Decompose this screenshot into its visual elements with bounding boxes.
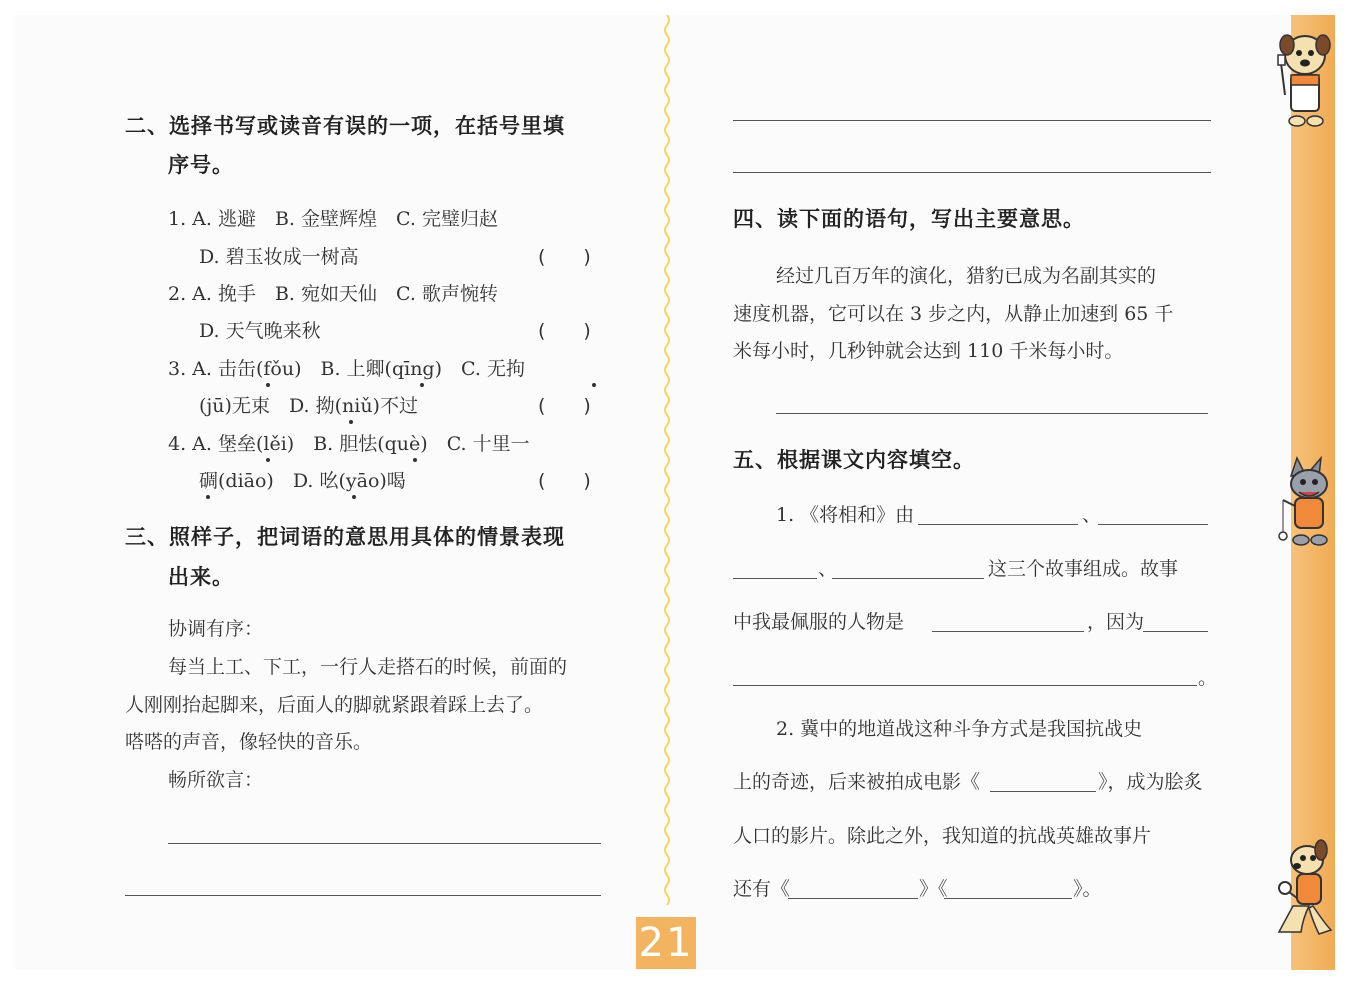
cartoon-dog-painter-icon xyxy=(1273,25,1331,129)
blank-line[interactable] xyxy=(932,631,1084,632)
q2-line1: 2. A. 挽手 B. 宛如天仙 C. 歌声惋转 xyxy=(168,283,498,305)
q5-1-because: ，因为 xyxy=(1087,611,1145,633)
blank-line[interactable] xyxy=(832,578,984,579)
emphasis-dot xyxy=(413,458,417,462)
q5-2-line2b: 》，成为脍炙 xyxy=(1098,771,1203,793)
wavy-divider xyxy=(662,15,672,905)
q5-2-line4a: 还有《 xyxy=(733,878,791,900)
emphasis-dot xyxy=(592,383,596,387)
cartoon-dog-magnifier-icon xyxy=(1273,836,1335,940)
q3-line2: (jū)无束 D. 拗(niǔ)不过 xyxy=(199,395,418,417)
section3-title-line2: 出来。 xyxy=(168,565,234,589)
section3-title-line1: 三、照样子，把词语的意思用具体的情景表现 xyxy=(125,525,565,549)
q5-2-line4c: 》。 xyxy=(1073,878,1102,900)
example-word: 协调有序： xyxy=(168,618,264,640)
q5-1-comma2: 、 xyxy=(818,558,838,580)
section2-title-line2: 序号。 xyxy=(168,153,234,177)
q5-1-person-label: 中我最佩服的人物是 xyxy=(733,611,905,633)
q5-1-comma: 、 xyxy=(1082,504,1102,526)
q2-answer-paren[interactable]: ( ) xyxy=(538,320,591,342)
blank-line[interactable] xyxy=(944,898,1072,899)
example-line3: 嗒嗒的声音，像轻快的音乐。 xyxy=(125,731,373,753)
answer-line[interactable] xyxy=(776,413,1208,414)
q5-1-prefix: 1. 《将相和》由 xyxy=(776,504,915,526)
section5-title: 五、根据课文内容填空。 xyxy=(733,448,975,472)
page-number: 21 xyxy=(636,917,696,969)
q5-2-line3: 人口的影片。除此之外，我知道的抗战英雄故事片 xyxy=(733,825,1152,847)
emphasis-dot xyxy=(266,458,270,462)
q1-line1: 1. A. 逃避 B. 金壁辉煌 C. 完璧归赵 xyxy=(168,208,498,230)
section4-line2: 速度机器，它可以在 3 步之内，从静止加速到 65 千 xyxy=(733,303,1174,325)
q5-1-period: 。 xyxy=(1198,667,1218,689)
section4-line1: 经过几百万年的演化，猎豹已成为名副其实的 xyxy=(776,265,1157,287)
q2-line2: D. 天气晚来秋 xyxy=(199,320,321,342)
blank-line[interactable] xyxy=(788,898,918,899)
task-word: 畅所欲言： xyxy=(168,769,264,791)
emphasis-dot xyxy=(349,420,353,424)
section4-line3: 米每小时，几秒钟就会达到 110 千米每小时。 xyxy=(733,340,1124,362)
q4-answer-paren[interactable]: ( ) xyxy=(538,470,591,492)
blank-line[interactable] xyxy=(733,578,817,579)
blank-line[interactable] xyxy=(1143,631,1208,632)
answer-line[interactable] xyxy=(733,172,1211,173)
answer-line[interactable] xyxy=(733,120,1211,121)
blank-line[interactable] xyxy=(990,791,1096,792)
blank-line[interactable] xyxy=(733,685,1197,686)
blank-line[interactable] xyxy=(918,524,1078,525)
q1-answer-paren[interactable]: ( ) xyxy=(538,246,591,268)
q5-2-line4b: 》《 xyxy=(919,878,948,900)
example-line2: 人刚刚抬起脚来，后面人的脚就紧跟着踩上去了。 xyxy=(125,694,544,716)
example-line1: 每当上工、下工，一行人走搭石的时候，前面的 xyxy=(168,656,568,678)
answer-line[interactable] xyxy=(125,895,601,896)
answer-line[interactable] xyxy=(168,843,601,844)
q5-2-line2a: 上的奇迹，后来被拍成电影《 xyxy=(733,771,981,793)
q3-answer-paren[interactable]: ( ) xyxy=(538,395,591,417)
q4-line2: 碉(diāo) D. 吆(yāo)喝 xyxy=(199,470,406,492)
emphasis-dot xyxy=(352,495,356,499)
cartoon-wolf-yoyo-icon xyxy=(1275,452,1335,552)
section2-title-line1: 二、选择书写或读音有误的一项，在括号里填 xyxy=(125,114,565,138)
q5-1-suffix: 这三个故事组成。故事 xyxy=(988,558,1179,580)
q3-line1: 3. A. 击缶(fǒu) B. 上卿(qīng) C. 无拘 xyxy=(168,358,525,380)
emphasis-dot xyxy=(420,383,424,387)
emphasis-dot xyxy=(266,383,270,387)
q4-line1: 4. A. 堡垒(lěi) B. 胆怯(què) C. 十里一 xyxy=(168,433,530,455)
emphasis-dot xyxy=(206,495,210,499)
q5-2-line1: 2. 冀中的地道战这种斗争方式是我国抗战史 xyxy=(776,718,1143,740)
blank-line[interactable] xyxy=(1098,524,1208,525)
q1-line2: D. 碧玉妆成一树高 xyxy=(199,246,359,268)
section4-title: 四、读下面的语句，写出主要意思。 xyxy=(733,207,1085,231)
